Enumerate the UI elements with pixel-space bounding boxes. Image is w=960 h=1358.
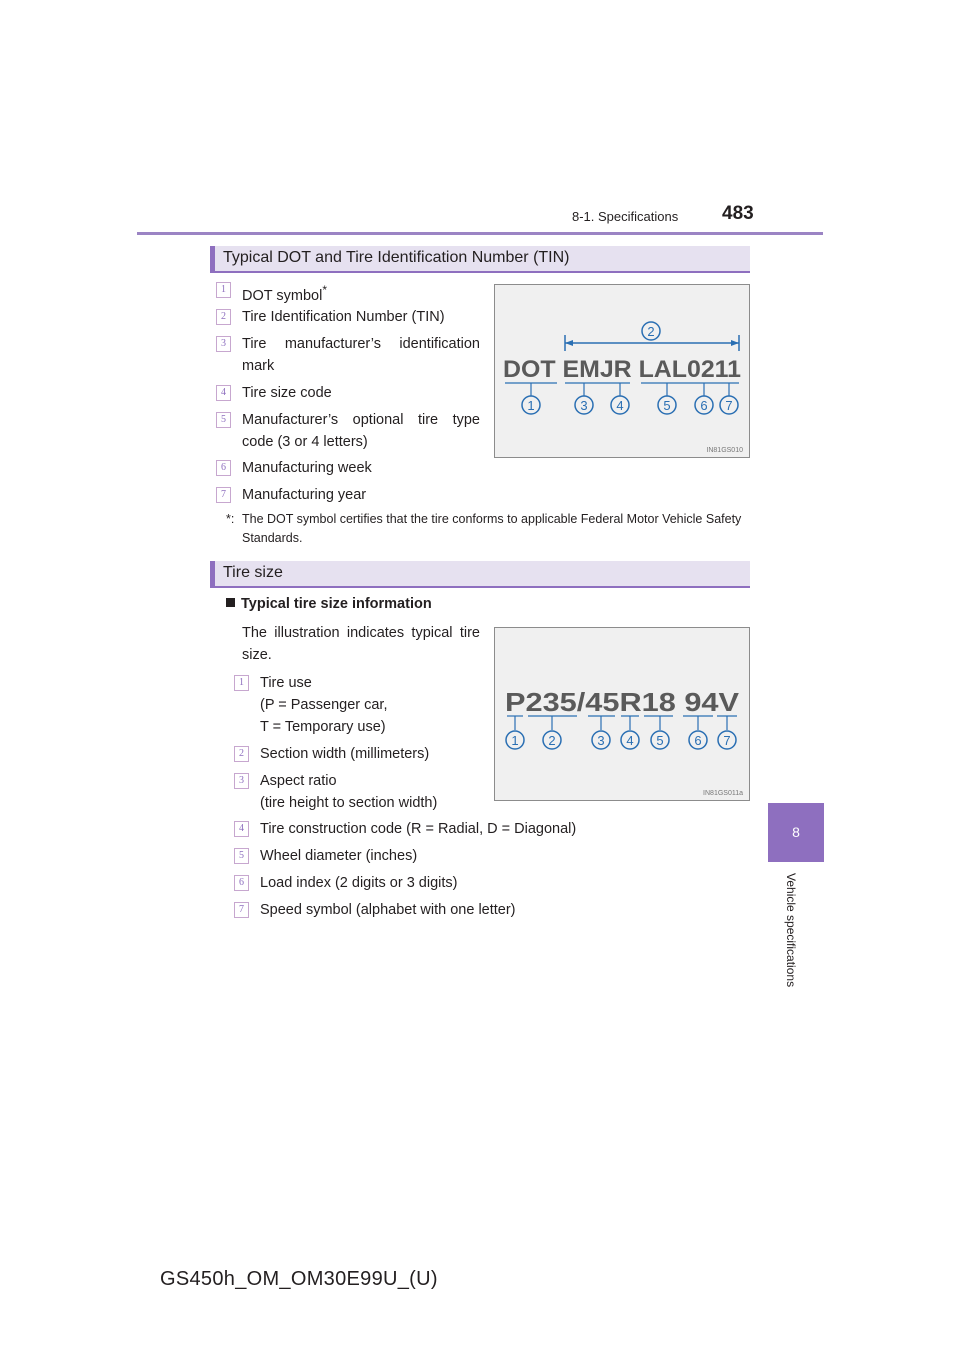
callout-label: 4 — [616, 398, 624, 413]
section-heading-bar — [210, 246, 215, 271]
callout-label: 3 — [597, 733, 605, 748]
list-item: Aspect ratio (tire height to section width) — [260, 773, 438, 811]
footnote-mark: *: — [226, 512, 235, 526]
tire-size-figure — [494, 627, 750, 801]
callout-label: 4 — [626, 733, 634, 748]
callout-label: 1 — [511, 733, 519, 748]
callout-label: 1 — [527, 398, 535, 413]
figure-id: IN81GS010 — [706, 447, 743, 454]
callout-number-icon: 7 — [234, 902, 249, 918]
list-item: Load index (2 digits or 3 digits) — [260, 875, 458, 891]
callout-number-icon: 2 — [234, 746, 249, 762]
callout-number-icon: 4 — [234, 821, 249, 837]
arrow-right-icon — [731, 340, 739, 346]
dot-tin-illustration — [495, 285, 749, 457]
list-item: Wheel diameter (inches) — [260, 848, 418, 864]
chapter-tab-number: 8 — [768, 803, 824, 862]
callout-label: 5 — [656, 733, 664, 748]
document-code: GS450h_OM_OM30E99U_(U) — [160, 1268, 438, 1290]
callout-label: 7 — [725, 398, 733, 413]
list-item: Manufacturing year — [242, 487, 367, 503]
list-item: Manufacturer’s optional tire type code (3 or 4 letters) — [242, 412, 480, 450]
running-header-section: 8-1. Specifications — [572, 209, 679, 224]
tire-size-intro: The illustration indicates typical tire size. — [242, 625, 480, 663]
callout-number-icon: 3 — [234, 773, 249, 789]
list-item: Tire use (P = Passenger car, T = Temporary use) — [260, 675, 388, 735]
callout-number-icon: 5 — [216, 412, 231, 428]
callout-number-icon: 1 — [234, 675, 249, 691]
page-number: 483 — [722, 203, 754, 224]
callout-label: 2 — [647, 324, 655, 339]
list-item: Tire size code — [242, 385, 332, 401]
subheading: Typical tire size information — [226, 596, 432, 612]
callout-label: 2 — [548, 733, 556, 748]
section-title-size: Tire size — [223, 564, 283, 581]
dot-code-text: DOT EMJR LAL0211 — [503, 356, 741, 383]
section-title-dot: Typical DOT and Tire Identification Number (TIN) — [223, 249, 570, 266]
callout-label: 6 — [694, 733, 702, 748]
chapter-tab-label: Vehicle specifications — [784, 873, 798, 988]
list-item: Section width (millimeters) — [260, 746, 430, 762]
callout-number-icon: 6 — [216, 460, 231, 476]
list-item: Manufacturing week — [242, 460, 372, 476]
callout-number-icon: 6 — [234, 875, 249, 891]
tire-size-code-text: P235/45R18 94V — [505, 687, 740, 717]
asterisk-mark: * — [322, 283, 327, 297]
callout-number-icon: 1 — [216, 282, 231, 298]
callout-label: 6 — [700, 398, 708, 413]
callout-number-icon: 5 — [234, 848, 249, 864]
callout-label: 5 — [663, 398, 671, 413]
callout-number-icon: 7 — [216, 487, 231, 503]
section-heading-bar — [210, 561, 215, 586]
list-item: Speed symbol (alphabet with one letter) — [260, 902, 516, 918]
list-item: DOT symbol* — [242, 283, 327, 304]
callout-label: 7 — [723, 733, 731, 748]
arrow-left-icon — [565, 340, 573, 346]
header-rule — [137, 232, 823, 235]
list-item: Tire manufacturer’s identification mark — [242, 336, 480, 374]
figure-id: IN81GS011a — [703, 790, 743, 797]
callout-number-icon: 3 — [216, 336, 231, 352]
callout-number-icon: 4 — [216, 385, 231, 401]
callout-label: 3 — [580, 398, 588, 413]
section-heading-size — [210, 561, 750, 588]
square-bullet-icon — [226, 598, 235, 607]
list-item: Tire Identification Number (TIN) — [242, 309, 445, 325]
list-item: Tire construction code (R = Radial, D = Diagonal) — [260, 821, 577, 837]
callout-number-icon: 2 — [216, 309, 231, 325]
footnote-text: The DOT symbol certifies that the tire conforms to applicable Federal Motor Vehicle Safety Standards. — [242, 512, 742, 545]
tire-size-illustration — [495, 628, 749, 800]
dot-tin-figure — [494, 284, 750, 458]
section-heading-dot — [210, 246, 750, 273]
